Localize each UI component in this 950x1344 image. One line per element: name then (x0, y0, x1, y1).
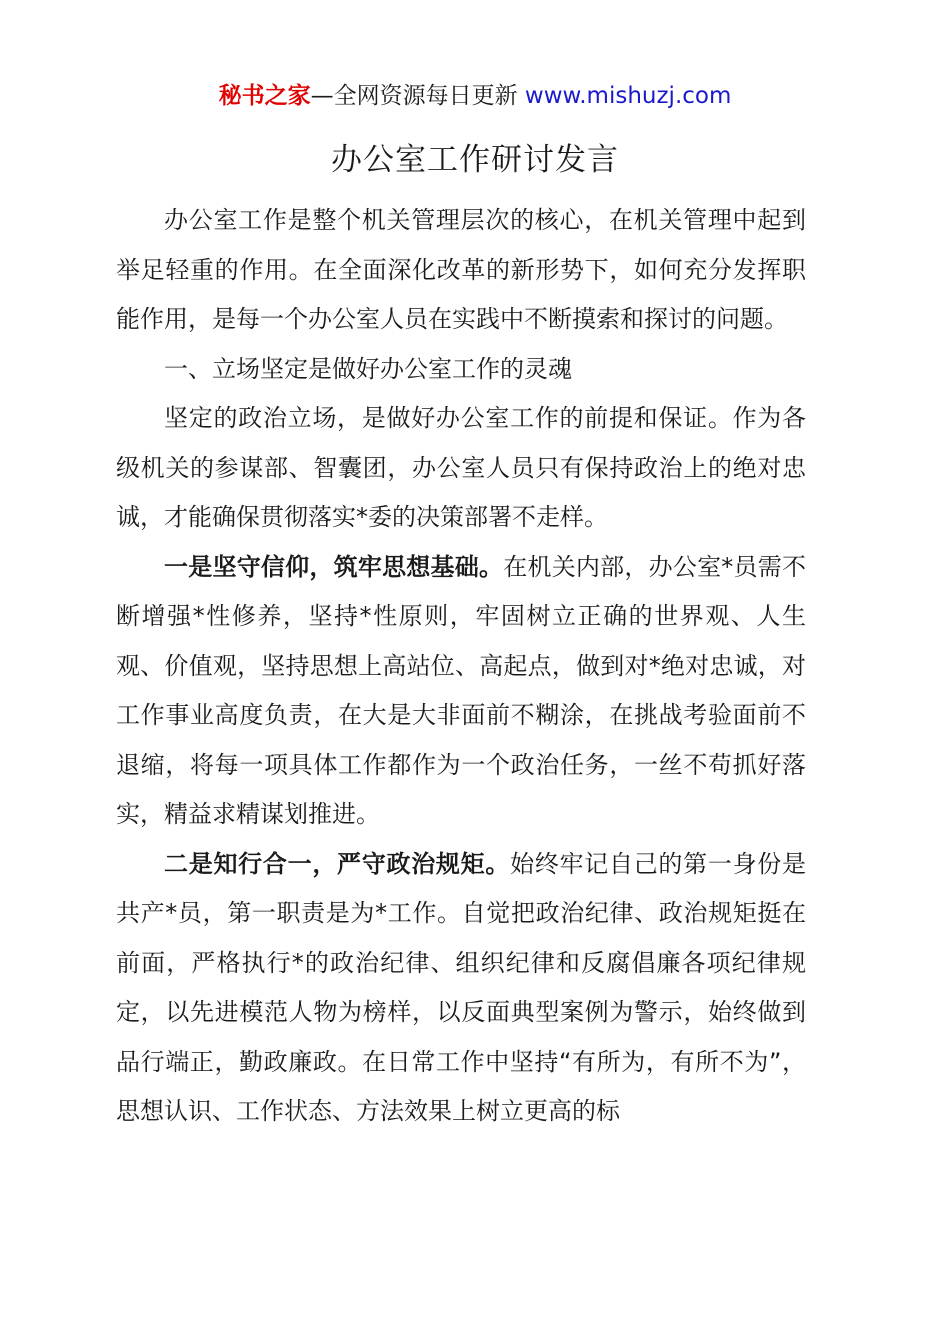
brand-name: 秘书之家 (218, 83, 311, 109)
paragraph-lead: 二是知行合一，严守政治规矩。 (164, 849, 511, 878)
paragraph (116, 543, 806, 840)
paragraph-text: 在机关内部，办公室*员需不断增强*性修养，坚持*性原则，牢固树立正确的世界观、人生观、价值观，坚持思想上高站位、高起点，做到对*绝对忠诚，对工作事业高度负责，在大是大非面前不糊涂，在挑战考验面前不退缩，将每一项具体工作都作为一个政治任务，一丝不苟抓好落实，精益求精谋划推进。 (116, 552, 807, 828)
paragraph (116, 394, 806, 543)
paragraph-text: 坚定的政治立场，是做好办公室工作的前提和保证。作为各级机关的参谋部、智囊团，办公室人员只有保持政治上的绝对忠诚，才能确保贯彻落实*委的决策部署不走样。 (116, 404, 806, 531)
page-header (0, 80, 950, 112)
paragraph-text: 一、立场坚定是做好办公室工作的灵魂 (164, 354, 572, 383)
paragraph (116, 196, 806, 345)
section-heading (116, 345, 806, 395)
site-url-link[interactable]: www.mishuzj.com (524, 83, 732, 109)
paragraph-lead: 一是坚守信仰，筑牢思想基础。 (164, 552, 504, 581)
paragraph (116, 840, 806, 1137)
paragraph-text: 始终牢记自己的第一身份是共产*员，第一职责是为*工作。自觉把政治纪律、政治规矩挺在前面，严格执行*的政治纪律、组织纪律和反腐倡廉各项纪律规定，以先进模范人物为榜样，以反面典型案例为警示，始终做到品行端正，勤政廉政。在日常工作中坚持“有所为，有所不为”，思想认识、工作状态、方法效果上树立更高的标 (116, 849, 807, 1125)
document-title: 办公室工作研讨发言 (331, 142, 619, 178)
header-tagline: —全网资源每日更新 (310, 83, 518, 109)
paragraph-text: 办公室工作是整个机关管理层次的核心，在机关管理中起到举足轻重的作用。在全面深化改革的新形势下，如何充分发挥职能作用，是每一个办公室人员在实践中不断摸索和探讨的问题。 (116, 206, 806, 333)
document-body (116, 196, 806, 1137)
